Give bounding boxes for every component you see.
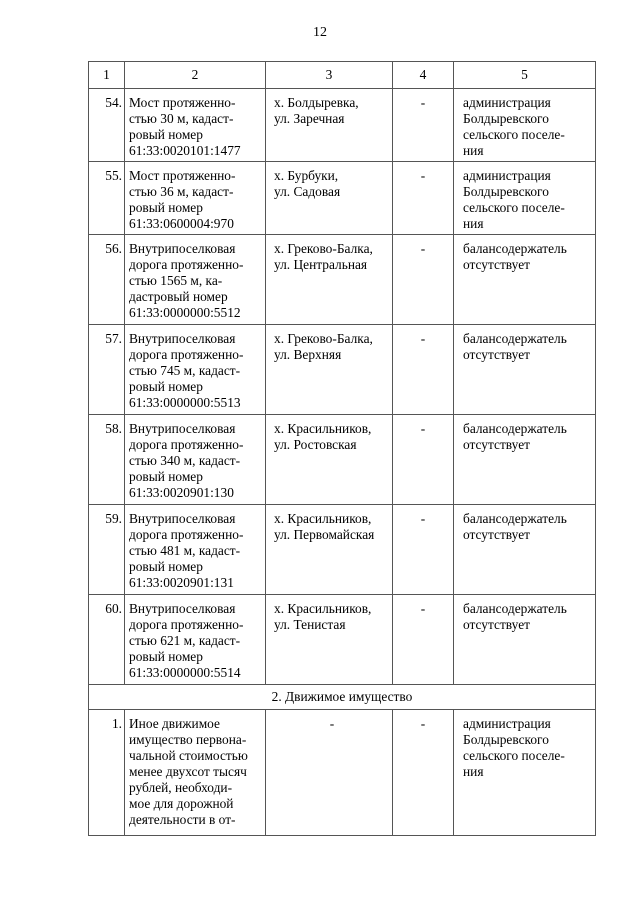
cell-text-line: - [329, 716, 335, 731]
cell-text-line: Болдыревского [463, 732, 549, 747]
object-name-cell [125, 710, 266, 836]
cell-text-line: 61:33:0020901:131 [129, 575, 234, 590]
column-header: 5 [454, 62, 596, 89]
cell-text-line: Мост протяженно- [129, 168, 236, 183]
cell-text-line: дастровый номер [129, 289, 228, 304]
cell-text-line: балансодержатель [463, 421, 567, 436]
cell-text-line: ул. Заречная [274, 111, 345, 126]
object-address-cell [266, 162, 393, 235]
cell-text-line: ул. Центральная [274, 257, 368, 272]
cell-text-line: 61:33:0020101:1477 [129, 143, 241, 158]
object-name-cell [125, 235, 266, 325]
object-value-cell: - [393, 325, 454, 415]
cell-text-line: ровый номер [129, 127, 203, 142]
cell-text-line: ул. Первомайская [274, 527, 375, 542]
cell-text-line: ния [463, 764, 484, 779]
table-row [89, 162, 596, 235]
cell-text-line: стью 30 м, кадаст- [129, 111, 234, 126]
section-heading-row [89, 685, 596, 710]
cell-text-line: Внутрипоселковая [129, 331, 236, 346]
cell-text-line: 61:33:0000000:5512 [129, 305, 241, 320]
cell-text-line: ул. Верхняя [274, 347, 342, 362]
cell-text-line: ния [463, 143, 484, 158]
cell-text-line: отсутствует [463, 437, 530, 452]
object-name-cell [125, 325, 266, 415]
cell-text-line: деятельности в от- [129, 812, 236, 827]
cell-text-line: имущество первона- [129, 732, 247, 747]
cell-text-line: администрация [463, 716, 551, 731]
cell-text-line: рублей, необходи- [129, 780, 233, 795]
cell-text-line: Внутрипоселковая [129, 511, 236, 526]
balance-holder-cell [454, 505, 596, 595]
cell-text-line: стью 36 м, кадаст- [129, 184, 234, 199]
object-value-cell: - [393, 89, 454, 162]
cell-text-line: сельского поселе- [463, 200, 565, 215]
object-address-cell [266, 595, 393, 685]
cell-text-line: ровый номер [129, 649, 203, 664]
cell-text-line: стью 621 м, кадаст- [129, 633, 241, 648]
cell-text-line: ровый номер [129, 379, 203, 394]
cell-text-line: дорога протяженно- [129, 617, 244, 632]
cell-text-line: 61:33:0020901:130 [129, 485, 234, 500]
cell-text-line: Болдыревского [463, 111, 549, 126]
cell-text-line: х. Греково-Балка, [274, 331, 373, 346]
cell-text-line: Болдыревского [463, 184, 549, 199]
cell-text-line: отсутствует [463, 617, 530, 632]
table-row [89, 89, 596, 162]
row-number-cell: 55. [89, 162, 125, 235]
object-value-cell: - [393, 710, 454, 836]
row-number-cell: 57. [89, 325, 125, 415]
cell-text-line: ровый номер [129, 200, 203, 215]
object-address-cell [266, 505, 393, 595]
column-header: 3 [266, 62, 393, 89]
cell-text-line: ул. Садовая [274, 184, 341, 199]
balance-holder-cell [454, 595, 596, 685]
cell-text-line: ул. Ростовская [274, 437, 357, 452]
cell-text-line: балансодержатель [463, 601, 567, 616]
balance-holder-cell [454, 162, 596, 235]
cell-text-line: стью 481 м, кадаст- [129, 543, 241, 558]
balance-holder-cell [454, 415, 596, 505]
cell-text-line: балансодержатель [463, 511, 567, 526]
cell-text-line: дорога протяженно- [129, 527, 244, 542]
cell-text-line: ровый номер [129, 559, 203, 574]
column-header: 1 [89, 62, 125, 89]
object-name-cell [125, 162, 266, 235]
cell-text-line: отсутствует [463, 347, 530, 362]
cell-text-line: х. Красильников, [274, 601, 372, 616]
cell-text-line: стью 745 м, кадаст- [129, 363, 241, 378]
cell-text-line: мое для дорожной [129, 796, 234, 811]
object-name-cell [125, 89, 266, 162]
cell-text-line: сельского поселе- [463, 127, 565, 142]
cell-text-line: х. Бурбуки, [274, 168, 339, 183]
cell-text-line: отсутствует [463, 527, 530, 542]
section-title: 2. Движимое имущество [89, 685, 596, 710]
page-number: 12 [313, 25, 327, 40]
object-name-cell [125, 505, 266, 595]
object-value-cell: - [393, 162, 454, 235]
cell-text-line: х. Болдыревка, [274, 95, 359, 110]
balance-holder-cell [454, 89, 596, 162]
cell-text-line: балансодержатель [463, 241, 567, 256]
row-number-cell: 60. [89, 595, 125, 685]
object-value-cell: - [393, 235, 454, 325]
balance-holder-cell [454, 710, 596, 836]
cell-text-line: ул. Тенистая [274, 617, 346, 632]
row-number-cell: 54. [89, 89, 125, 162]
column-header: 4 [393, 62, 454, 89]
cell-text-line: 61:33:0000000:5514 [129, 665, 241, 680]
property-register-table [88, 61, 596, 836]
cell-text-line: ровый номер [129, 469, 203, 484]
object-address-cell [266, 235, 393, 325]
table-row [89, 415, 596, 505]
object-name-cell [125, 595, 266, 685]
object-address-cell [266, 325, 393, 415]
cell-text-line: администрация [463, 168, 551, 183]
cell-text-line: отсутствует [463, 257, 530, 272]
object-address-cell [266, 89, 393, 162]
table-header-row [89, 62, 596, 89]
cell-text-line: х. Красильников, [274, 511, 372, 526]
cell-text-line: х. Греково-Балка, [274, 241, 373, 256]
cell-text-line: Внутрипоселковая [129, 241, 236, 256]
row-number-cell: 59. [89, 505, 125, 595]
object-value-cell: - [393, 415, 454, 505]
row-number-cell: 56. [89, 235, 125, 325]
balance-holder-cell [454, 325, 596, 415]
cell-text-line: Мост протяженно- [129, 95, 236, 110]
cell-text-line: стью 1565 м, ка- [129, 273, 223, 288]
table-row [89, 710, 596, 836]
cell-text-line: 61:33:0000000:5513 [129, 395, 241, 410]
cell-text-line: балансодержатель [463, 331, 567, 346]
object-value-cell: - [393, 595, 454, 685]
table-row [89, 235, 596, 325]
object-value-cell: - [393, 505, 454, 595]
cell-text-line: дорога протяженно- [129, 347, 244, 362]
cell-text-line: ния [463, 216, 484, 231]
table-row [89, 325, 596, 415]
table-row [89, 595, 596, 685]
cell-text-line: менее двухсот тысяч [129, 764, 247, 779]
cell-text-line: сельского поселе- [463, 748, 565, 763]
row-number-cell: 58. [89, 415, 125, 505]
object-address-cell [266, 415, 393, 505]
object-name-cell [125, 415, 266, 505]
balance-holder-cell [454, 235, 596, 325]
cell-text-line: 61:33:0600004:970 [129, 216, 234, 231]
cell-text-line: чальной стоимостью [129, 748, 248, 763]
cell-text-line: Иное движимое [129, 716, 220, 731]
cell-text-line: Внутрипоселковая [129, 421, 236, 436]
cell-text-line: стью 340 м, кадаст- [129, 453, 241, 468]
row-number-cell: 1. [89, 710, 125, 836]
table-row [89, 505, 596, 595]
cell-text-line: х. Красильников, [274, 421, 372, 436]
object-address-cell [266, 710, 393, 836]
cell-text-line: администрация [463, 95, 551, 110]
cell-text-line: Внутрипоселковая [129, 601, 236, 616]
cell-text-line: дорога протяженно- [129, 437, 244, 452]
column-header: 2 [125, 62, 266, 89]
cell-text-line: дорога протяженно- [129, 257, 244, 272]
